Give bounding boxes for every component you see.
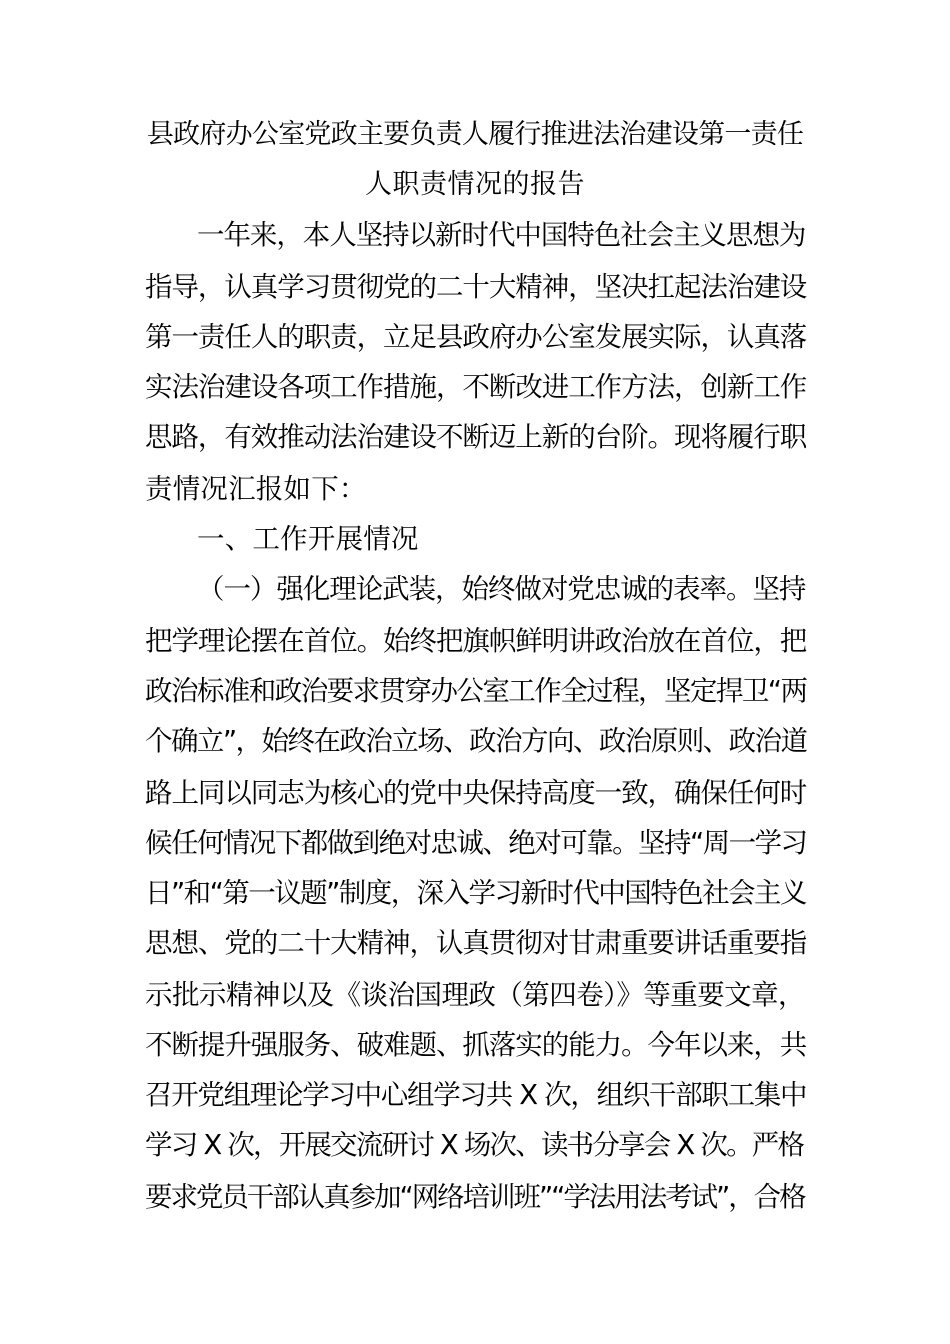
paragraph-1-line-5: 思路，有效推动法治建设不断迈上新的台阶。现将履行职 bbox=[145, 421, 807, 453]
paragraph-2-line-11: 召开党组理论学习中心组学习共 X 次，组织干部职工集中 bbox=[145, 1079, 807, 1111]
paragraph-2-line-2: 把学理论摆在首位。始终把旗帜鲜明讲政治放在首位，把 bbox=[145, 625, 807, 657]
paragraph-2-line-13: 要求党员干部认真参加“网络培训班”“学法用法考试”，合格 bbox=[145, 1181, 805, 1213]
document-title-line-1: 县政府办公室党政主要负责人履行推进法治建设第一责任 bbox=[146, 119, 804, 150]
paragraph-2-line-1: （一）强化理论武装，始终做对党忠诚的表率。坚持 bbox=[197, 573, 806, 605]
paragraph-2-line-8: 思想、党的二十大精神，认真贯彻对甘肃重要讲话重要指 bbox=[145, 927, 807, 959]
paragraph-2-line-6: 候任何情况下都做到绝对忠诚、绝对可靠。坚持“周一学习 bbox=[145, 827, 807, 859]
paragraph-2-line-4: 个确立”，始终在政治立场、政治方向、政治原则、政治道 bbox=[145, 725, 807, 757]
paragraph-2-line-3: 政治标准和政治要求贯穿办公室工作全过程，坚定捍卫“两 bbox=[145, 675, 807, 707]
paragraph-1-line-6: 责情况汇报如下： bbox=[145, 473, 367, 505]
paragraph-1-line-2: 指导，认真学习贯彻党的二十大精神，坚决扛起法治建设 bbox=[145, 271, 807, 303]
paragraph-1-line-4: 实法治建设各项工作措施，不断改进工作方法，创新工作 bbox=[145, 371, 807, 403]
paragraph-1-line-1: 一年来，本人坚持以新时代中国特色社会主义思想为 bbox=[197, 219, 806, 251]
paragraph-1-line-3: 第一责任人的职责，立足县政府办公室发展实际，认真落 bbox=[145, 321, 807, 353]
paragraph-2-line-5: 路上同以同志为核心的党中央保持高度一致，确保任何时 bbox=[145, 777, 807, 809]
paragraph-2-line-9: 示批示精神以及《谈治国理政（第四卷）》等重要文章， bbox=[145, 979, 805, 1011]
document-title-line-2: 人职责情况的报告 bbox=[365, 169, 585, 200]
section-heading-1: 一、工作开展情况 bbox=[197, 523, 419, 555]
paragraph-2-line-12: 学习 X 次，开展交流研讨 X 场次、读书分享会 X 次。严格 bbox=[145, 1129, 804, 1161]
paragraph-2-line-7: 日”和“第一议题”制度，深入学习新时代中国特色社会主义 bbox=[145, 877, 806, 909]
paragraph-2-line-10: 不断提升强服务、破难题、抓落实的能力。今年以来，共 bbox=[145, 1029, 807, 1061]
